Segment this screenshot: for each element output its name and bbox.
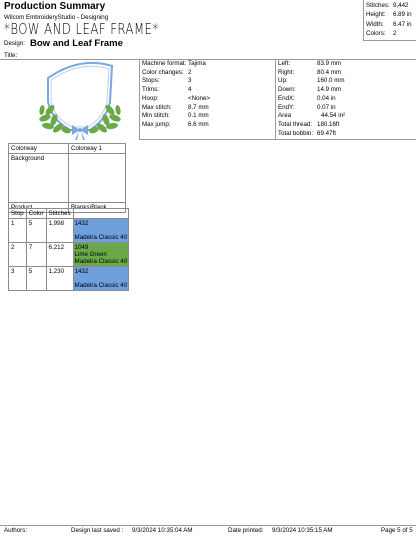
summary-label: Colors: — [366, 29, 386, 37]
machine-info-label: Max jump: — [142, 120, 171, 128]
dimension-label: EndX: — [278, 94, 295, 102]
stop-stitches: 1,230 — [46, 267, 73, 291]
machine-info-value: Tajima — [188, 60, 206, 67]
page-number: Page 5 of 5 — [381, 527, 413, 534]
info-divider — [139, 59, 140, 139]
table-row — [9, 267, 129, 291]
summary-box-border — [363, 40, 416, 41]
thread-brand: Madeira Classic 40 — [74, 258, 128, 265]
colorway-name: Colorway 1 — [69, 144, 126, 154]
summary-box-border — [363, 0, 364, 40]
machine-info-label: Stops: — [142, 77, 160, 85]
table-row — [9, 243, 129, 267]
dimension-value: 160.0 mm — [317, 77, 345, 85]
date-printed-value: 9/3/2024 10:35:15 AM — [272, 527, 333, 534]
last-saved-value: 9/3/2024 10:35:04 AM — [132, 527, 193, 534]
stop-stop: 2 — [9, 243, 27, 267]
thread-name: Lime Green — [74, 251, 107, 258]
footer-divider — [0, 525, 416, 526]
stop-color: 5 — [26, 219, 46, 243]
dimension-value: 0.04 in — [317, 94, 336, 102]
dimension-value: 14.9 mm — [317, 86, 342, 94]
column-header-stop: Stop — [9, 209, 27, 219]
thread-code: 1432 — [74, 268, 89, 275]
machine-info-value: 3 — [188, 77, 192, 85]
dimension-value: 83.9 mm — [317, 60, 342, 67]
stop-stitches: 6,212 — [46, 243, 73, 267]
thread-name — [75, 275, 128, 282]
machine-info-value: 4 — [188, 86, 192, 94]
machine-info-label: Machine format: — [142, 60, 187, 67]
thread-swatch — [73, 267, 129, 291]
thread-swatch — [73, 243, 129, 267]
summary-value: 6.89 in — [393, 11, 412, 19]
machine-info-value: <None> — [188, 94, 211, 102]
machine-info-label: Hoop: — [142, 94, 159, 102]
machine-info-label: Trims: — [142, 86, 159, 94]
column-header-color: Color — [26, 209, 46, 219]
stop-stop: 1 — [9, 219, 27, 243]
machine-info-label: Color changes: — [142, 68, 184, 76]
background-label: Background — [9, 154, 69, 203]
stops-table — [8, 208, 129, 291]
background-swatch — [69, 154, 126, 203]
thread-name — [75, 227, 128, 234]
dimension-value: 44.54 in² — [321, 112, 346, 120]
left-leaf-cluster — [38, 103, 71, 134]
summary-label: Height: — [366, 11, 386, 19]
machine-info-label: Max stitch: — [142, 103, 172, 111]
authors-label: Authors: — [4, 527, 28, 534]
stop-stitches: 1,998 — [46, 219, 73, 243]
summary-label: Stitches: — [366, 2, 390, 9]
dimension-label: Left: — [278, 60, 291, 67]
stop-color: 5 — [26, 267, 46, 291]
dimension-label: Total thread: — [278, 120, 313, 128]
dimension-label: Area — [278, 112, 292, 120]
column-header-stitches: Stitches — [46, 209, 73, 219]
column-header-colorway — [73, 209, 129, 219]
dimension-value: 69.47ft — [317, 129, 336, 137]
last-saved-label: Design last saved : — [71, 527, 124, 534]
info-bottom-line — [139, 139, 416, 140]
machine-info-label: Min stitch: — [142, 112, 170, 120]
design-preview — [30, 60, 140, 142]
machine-info-value: 2 — [188, 68, 192, 76]
colorway-table — [8, 143, 126, 213]
thread-brand: Madeira Classic 40 — [74, 282, 128, 289]
stop-color: 7 — [26, 243, 46, 267]
dimension-value: 180.16ft — [317, 120, 340, 128]
summary-value: 6.47 in — [393, 20, 412, 28]
machine-info-value: 6.6 mm — [188, 120, 209, 128]
thread-brand: Madeira Classic 40 — [74, 234, 128, 241]
frame-inner-outline — [51, 66, 109, 127]
product-label: Product — [9, 203, 69, 213]
product-value: Blanks\Blank — [69, 203, 126, 213]
info-divider — [275, 59, 276, 139]
design-name-banner: *BOW AND LEAF FRAME* — [4, 20, 159, 38]
dimension-label: Up: — [278, 77, 288, 85]
summary-value: 9,442 — [393, 2, 409, 9]
design-value: Bow and Leaf Frame — [30, 38, 123, 49]
dimension-label: EndY: — [278, 103, 295, 111]
colorway-header: Colorway — [9, 144, 69, 154]
machine-info-value: 8.7 mm — [188, 103, 209, 111]
frame-outline — [48, 63, 112, 130]
app-subtitle: Wilcom EmbroideryStudio - Designing — [4, 14, 109, 21]
dimension-label: Total bobbin: — [278, 129, 314, 137]
dimension-label: Right: — [278, 68, 295, 76]
thread-swatch — [73, 219, 129, 243]
thread-code: 1049 — [74, 244, 89, 251]
summary-label: Width: — [366, 20, 384, 28]
dimension-label: Down: — [278, 86, 296, 94]
date-printed-label: Date printed: — [228, 527, 264, 534]
dimension-value: 80.4 mm — [317, 68, 342, 76]
summary-value: 2 — [393, 29, 397, 37]
dimension-value: 0.07 in — [317, 103, 336, 111]
report-title: Production Summary — [4, 1, 106, 12]
title-label: Title: — [4, 52, 18, 59]
table-row — [9, 219, 129, 243]
machine-info-value: 0.1 mm — [188, 112, 209, 120]
design-label: Design: — [4, 40, 25, 47]
thread-code: 1432 — [74, 220, 89, 227]
stop-stop: 3 — [9, 267, 27, 291]
